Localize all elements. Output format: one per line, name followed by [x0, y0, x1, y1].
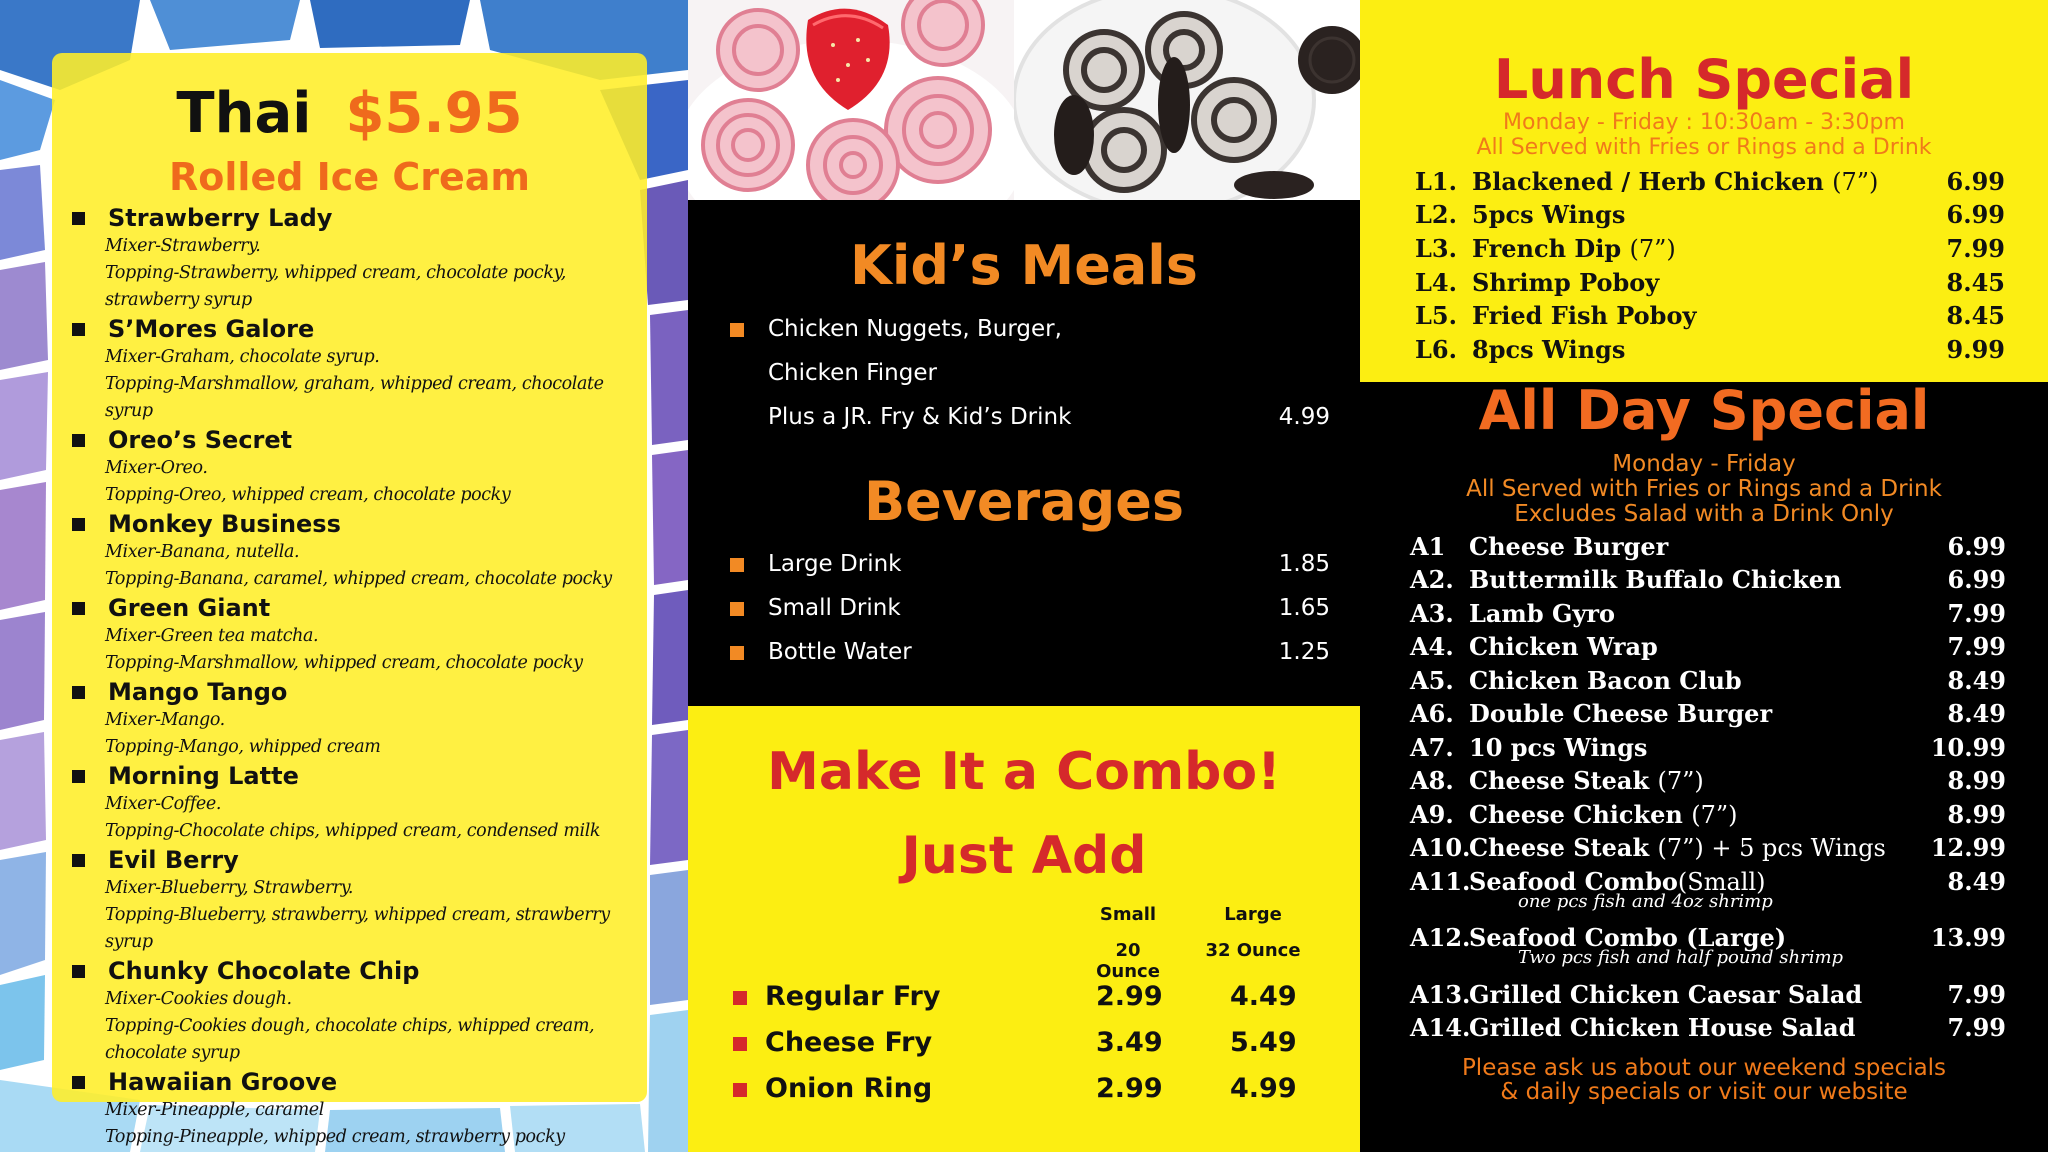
lunch-item-price: 6.99	[1946, 167, 2005, 196]
allday-item-code: A4.	[1410, 632, 1454, 661]
allday-item-price: 7.99	[1947, 1013, 2006, 1042]
allday-item-price: 6.99	[1947, 565, 2006, 594]
icecream-item-desc: Topping-Cookies dough, chocolate chips, whipped cream,	[105, 1016, 595, 1036]
lunch-item-size: (7”)	[1629, 235, 1676, 263]
allday-item-name-wrap	[1469, 697, 1772, 730]
lunch-item-code: L2.	[1415, 200, 1457, 229]
all-day-special-section	[1360, 379, 2048, 1152]
icecream-item-name	[72, 677, 642, 707]
icecream-item-desc: Topping-Marshmallow, graham, whipped cream, chocolate syrup	[105, 374, 604, 421]
icecream-item-desc: Mixer-Green tea matcha.	[105, 626, 319, 646]
allday-row	[1410, 731, 2006, 764]
icecream-item	[72, 203, 642, 314]
lunch-item-code: L5.	[1415, 301, 1457, 330]
icecream-item-name	[72, 509, 642, 539]
icecream-item-desc: Mixer-Mango.	[105, 710, 225, 730]
allday-title: All Day Special	[1478, 379, 1930, 442]
allday-row	[1410, 978, 2006, 1011]
allday-item-code: A7.	[1410, 733, 1454, 762]
combo-row	[733, 1020, 1333, 1066]
allday-item-code: A14.	[1410, 1013, 1471, 1042]
allday-item-price: 13.99	[1930, 923, 2006, 952]
combo-row	[733, 974, 1333, 1020]
icecream-item-name	[72, 314, 642, 344]
allday-item-size: (Small)	[1677, 868, 1766, 896]
allday-row	[1410, 1011, 2006, 1044]
allday-item-name: Lamb Gyro	[1469, 599, 1616, 628]
bullet-square-icon	[72, 965, 85, 978]
icecream-item-name-text: Morning Latte	[108, 762, 299, 790]
allday-item-note: Two pcs fish and half pound shrimp	[1518, 947, 1844, 968]
allday-item-code: A13.	[1410, 980, 1471, 1009]
icecream-item-name-text: Evil Berry	[108, 846, 239, 874]
allday-item-name-wrap	[1469, 764, 1704, 798]
allday-item-price: 8.99	[1947, 766, 2006, 795]
lunch-item-name-wrap	[1472, 333, 1625, 366]
icecream-list	[72, 203, 642, 1151]
kids-line-3-text: Plus a JR. Fry & Kid’s Drink	[768, 404, 1072, 430]
lunch-item-price: 6.99	[1946, 200, 2005, 229]
icecream-item-name-text: Green Giant	[108, 594, 271, 622]
kids-title: Kid’s Meals	[850, 234, 1198, 297]
lunch-note: All Served with Fries or Rings and a Drink	[1476, 135, 1932, 160]
bullet-square-icon	[730, 602, 744, 616]
icecream-item	[72, 677, 642, 761]
allday-item-name-wrap	[1469, 664, 1742, 697]
kids-line-1	[730, 307, 1330, 351]
allday-item-name-wrap	[1469, 530, 1668, 563]
lunch-item-name-wrap	[1472, 198, 1625, 231]
icecream-item	[72, 593, 642, 677]
beverage-name: Large Drink	[768, 551, 902, 577]
bullet-square-icon	[733, 1037, 747, 1051]
strawberry-rolls-graphic	[688, 0, 1014, 200]
allday-item-name: Chicken Bacon Club	[1469, 666, 1742, 695]
bullet-square-icon	[72, 602, 85, 615]
allday-item-name-wrap	[1469, 563, 1842, 596]
combo-large-price: 5.49	[1230, 1027, 1297, 1058]
allday-item-code: A12.	[1410, 923, 1471, 952]
allday-item-code: A8.	[1410, 766, 1454, 795]
bullet-square-icon	[72, 1076, 85, 1089]
icecream-item-desc: Mixer-Strawberry.	[105, 236, 261, 256]
allday-row	[1410, 865, 2006, 912]
kids-line-1-text: Chicken Nuggets, Burger,	[768, 316, 1062, 342]
beverage-row	[730, 542, 1330, 586]
icecream-item-desc: Mixer-Coffee.	[105, 794, 221, 814]
kids-price: 4.99	[1278, 404, 1330, 430]
allday-item-name: Cheese Chicken	[1469, 800, 1683, 829]
combo-item-name: Onion Ring	[765, 1073, 933, 1104]
combo-row	[733, 1066, 1333, 1112]
icecream-item-desc: Topping-Mango, whipped cream	[105, 737, 381, 757]
icecream-item-name	[72, 425, 642, 455]
icecream-item-desc: Topping-Oreo, whipped cream, chocolate pocky	[105, 485, 511, 505]
allday-item-price: 12.99	[1930, 833, 2006, 862]
icecream-item-name-text: Mango Tango	[108, 678, 288, 706]
icecream-item-name	[72, 203, 642, 233]
lunch-item-name-wrap	[1472, 266, 1659, 299]
allday-item-price: 8.99	[1947, 800, 2006, 829]
allday-item-name: Seafood Combo (Large)	[1469, 923, 1787, 952]
allday-item-price: 8.49	[1947, 666, 2006, 695]
allday-item-note: one pcs fish and 4oz shrimp	[1518, 891, 1773, 912]
icecream-item-desc: strawberry syrup	[105, 290, 252, 310]
allday-row	[1410, 921, 2006, 968]
icecream-item	[72, 509, 642, 593]
allday-note-1: All Served with Fries or Rings and a Drink	[1466, 476, 1942, 502]
bullet-square-icon	[733, 991, 747, 1005]
allday-item-name: Buttermilk Buffalo Chicken	[1469, 565, 1842, 594]
icecream-item-desc: Topping-Banana, caramel, whipped cream, chocolate pocky	[105, 569, 612, 589]
icecream-item-name	[72, 956, 642, 986]
lunch-hours: Monday - Friday : 10:30am - 3:30pm	[1503, 110, 1905, 135]
allday-item-size: (7”) + 5 pcs Wings	[1657, 834, 1886, 862]
allday-item-name-wrap	[1469, 831, 1886, 865]
icecream-title: Thai	[176, 81, 312, 146]
allday-row	[1410, 764, 2006, 797]
beverage-price: 1.65	[1278, 595, 1330, 621]
allday-footer-2: & daily specials or visit our website	[1500, 1079, 1908, 1105]
allday-item-name: Cheese Burger	[1469, 532, 1669, 561]
icecream-item	[72, 425, 642, 509]
lunch-item-name-wrap	[1472, 165, 1878, 199]
icecream-item-desc: Mixer-Oreo.	[105, 458, 208, 478]
icecream-item-name	[72, 593, 642, 623]
icecream-item-desc: Topping-Strawberry, whipped cream, chocolate pocky,	[105, 263, 566, 283]
allday-row	[1410, 798, 2006, 831]
lunch-item-name: 8pcs Wings	[1472, 335, 1626, 364]
oreo-rolls-graphic	[1014, 0, 1360, 200]
bullet-square-icon	[72, 854, 85, 867]
allday-item-name: Grilled Chicken Caesar Salad	[1469, 980, 1863, 1009]
kids-line-2-text: Chicken Finger	[768, 360, 937, 386]
beverage-row	[730, 586, 1330, 630]
combo-small-label: Small	[1099, 904, 1157, 925]
lunch-item-price: 9.99	[1946, 335, 2005, 364]
lunch-item-code: L6.	[1415, 335, 1457, 364]
kids-line-2	[730, 351, 1330, 395]
combo-subtitle: Just Add	[901, 826, 1147, 886]
icecream-item-desc: Mixer-Pineapple, caramel	[105, 1100, 324, 1120]
icecream-item	[72, 314, 642, 425]
allday-item-code: A3.	[1410, 599, 1454, 628]
allday-item-price: 7.99	[1947, 632, 2006, 661]
icecream-price: $5.95	[345, 81, 523, 146]
combo-large-size: 32 Ounce	[1205, 940, 1301, 961]
allday-row	[1410, 697, 2006, 730]
allday-row	[1410, 630, 2006, 663]
allday-item-code: A2.	[1410, 565, 1454, 594]
allday-item-code: A1	[1410, 532, 1446, 561]
allday-item-code: A6.	[1410, 699, 1454, 728]
combo-item-name: Regular Fry	[765, 981, 941, 1012]
combo-large-price: 4.99	[1230, 1073, 1297, 1104]
icecream-item-desc: Topping-Marshmallow, whipped cream, chocolate pocky	[105, 653, 583, 673]
lunch-row	[1415, 165, 2005, 198]
icecream-item	[72, 845, 642, 956]
beverage-price: 1.85	[1278, 551, 1330, 577]
beverages-title: Beverages	[863, 470, 1185, 533]
lunch-title: Lunch Special	[1493, 48, 1915, 111]
allday-footer-1: Please ask us about our weekend specials	[1461, 1055, 1947, 1081]
lunch-row	[1415, 266, 2005, 299]
icecream-item-name-text: Monkey Business	[108, 510, 341, 538]
allday-item-name: Cheese Steak	[1469, 766, 1650, 795]
rolled-ice-cream-card	[52, 53, 647, 1147]
combo-title: Make It a Combo!	[767, 742, 1281, 802]
allday-item-price: 7.99	[1947, 599, 2006, 628]
lunch-item-price: 7.99	[1946, 234, 2005, 263]
combo-large-label: Large	[1224, 904, 1282, 925]
combo-large-price: 4.49	[1230, 981, 1297, 1012]
bullet-square-icon	[72, 686, 85, 699]
icecream-item-name-text: Oreo’s Secret	[108, 426, 293, 454]
icecream-title-row	[52, 81, 647, 146]
icecream-subtitle: Rolled Ice Cream	[169, 155, 530, 199]
bullet-square-icon	[72, 518, 85, 531]
allday-item-name: 10 pcs Wings	[1469, 733, 1648, 762]
icecream-item-name-text: Strawberry Lady	[108, 204, 333, 232]
lunch-item-price: 8.45	[1946, 268, 2005, 297]
allday-item-name: Chicken Wrap	[1469, 632, 1658, 661]
allday-item-price: 8.49	[1947, 867, 2006, 896]
icecream-item-desc: Mixer-Blueberry, Strawberry.	[105, 878, 354, 898]
kids-line-3	[730, 395, 1330, 439]
allday-item-name-wrap	[1469, 731, 1647, 764]
lunch-item-code: L3.	[1415, 234, 1457, 263]
icecream-item-name-text: Hawaiian Groove	[108, 1068, 338, 1096]
icecream-item-name	[72, 761, 642, 791]
combo-small-size: 20 Ounce	[1096, 940, 1160, 982]
allday-note-2: Excludes Salad with a Drink Only	[1514, 501, 1894, 527]
lunch-item-name: Shrimp Poboy	[1472, 268, 1660, 297]
combo-small-price: 2.99	[1096, 1073, 1163, 1104]
icecream-item	[72, 956, 642, 1067]
icecream-item	[72, 1067, 642, 1151]
allday-row	[1410, 664, 2006, 697]
bullet-square-icon	[72, 770, 85, 783]
icecream-item-desc: Mixer-Graham, chocolate syrup.	[105, 347, 380, 367]
allday-item-name: Double Cheese Burger	[1469, 699, 1773, 728]
icecream-item-name-text: Chunky Chocolate Chip	[108, 957, 420, 985]
bullet-square-icon	[72, 323, 85, 336]
beverage-price: 1.25	[1278, 639, 1330, 665]
combo-small-price: 3.49	[1096, 1027, 1163, 1058]
lunch-item-code: L4.	[1415, 268, 1457, 297]
allday-item-name-wrap	[1469, 1011, 1855, 1044]
combo-section	[688, 706, 1360, 1152]
icecream-item-desc: Topping-Chocolate chips, whipped cream, condensed milk	[105, 821, 601, 841]
icecream-item-name-text: S’Mores Galore	[108, 315, 315, 343]
allday-item-price: 6.99	[1947, 532, 2006, 561]
allday-row	[1410, 831, 2006, 864]
allday-item-price: 7.99	[1947, 980, 2006, 1009]
allday-item-name-wrap	[1469, 597, 1615, 630]
icecream-item-desc: Topping-Pineapple, whipped cream, strawberry pocky	[105, 1127, 565, 1147]
combo-item-name: Cheese Fry	[765, 1027, 933, 1058]
lunch-special-section	[1360, 0, 2048, 382]
allday-item-code: A10.	[1410, 833, 1471, 862]
beverage-name: Bottle Water	[768, 639, 912, 665]
allday-days: Monday - Friday	[1612, 451, 1796, 477]
icecream-item	[72, 761, 642, 845]
lunch-item-price: 8.45	[1946, 301, 2005, 330]
strawberry-ice-cream-photo	[688, 0, 1014, 200]
allday-item-size: (7”)	[1691, 801, 1738, 829]
bullet-square-icon	[730, 558, 744, 572]
allday-row	[1410, 597, 2006, 630]
allday-item-name-wrap	[1469, 978, 1862, 1011]
allday-item-code: A5.	[1410, 666, 1454, 695]
icecream-item-desc: Mixer-Cookies dough.	[105, 989, 292, 1009]
lunch-item-code: L1.	[1415, 167, 1457, 196]
bullet-square-icon	[72, 434, 85, 447]
allday-item-name: Grilled Chicken House Salad	[1469, 1013, 1856, 1042]
bullet-square-icon	[730, 646, 744, 660]
icecream-item-name	[72, 845, 642, 875]
lunch-item-size: (7”)	[1832, 168, 1879, 196]
allday-item-name: Seafood Combo	[1469, 867, 1678, 896]
lunch-item-name: Blackened / Herb Chicken	[1472, 167, 1824, 196]
bullet-square-icon	[730, 323, 744, 337]
lunch-row	[1415, 333, 2005, 366]
lunch-item-name-wrap	[1472, 232, 1676, 266]
icecream-item-name	[72, 1067, 642, 1097]
allday-item-size: (7”)	[1657, 767, 1704, 795]
allday-item-price: 10.99	[1930, 733, 2006, 762]
oreo-ice-cream-photo	[1014, 0, 1360, 200]
icecream-item-desc: Mixer-Banana, nutella.	[105, 542, 300, 562]
lunch-item-name: Fried Fish Poboy	[1472, 301, 1697, 330]
combo-small-price: 2.99	[1096, 981, 1163, 1012]
lunch-item-name: 5pcs Wings	[1472, 200, 1626, 229]
allday-item-code: A11.	[1410, 867, 1471, 896]
allday-item-name-wrap	[1469, 798, 1737, 832]
lunch-item-name-wrap	[1472, 299, 1696, 332]
bullet-square-icon	[72, 212, 85, 225]
allday-item-price: 8.49	[1947, 699, 2006, 728]
allday-row	[1410, 530, 2006, 563]
allday-row	[1410, 563, 2006, 596]
lunch-row	[1415, 198, 2005, 231]
icecream-item-desc: chocolate syrup	[105, 1043, 240, 1063]
beverage-name: Small Drink	[768, 595, 901, 621]
kids-beverages-section	[688, 200, 1360, 706]
lunch-row	[1415, 299, 2005, 332]
beverage-row	[730, 630, 1330, 674]
allday-item-name: Cheese Steak	[1469, 833, 1650, 862]
lunch-row	[1415, 232, 2005, 265]
lunch-item-name: French Dip	[1472, 234, 1622, 263]
icecream-item-desc: Topping-Blueberry, strawberry, whipped cream, strawberry syrup	[105, 905, 610, 952]
allday-item-name-wrap	[1469, 630, 1658, 663]
allday-item-code: A9.	[1410, 800, 1454, 829]
bullet-square-icon	[733, 1083, 747, 1097]
